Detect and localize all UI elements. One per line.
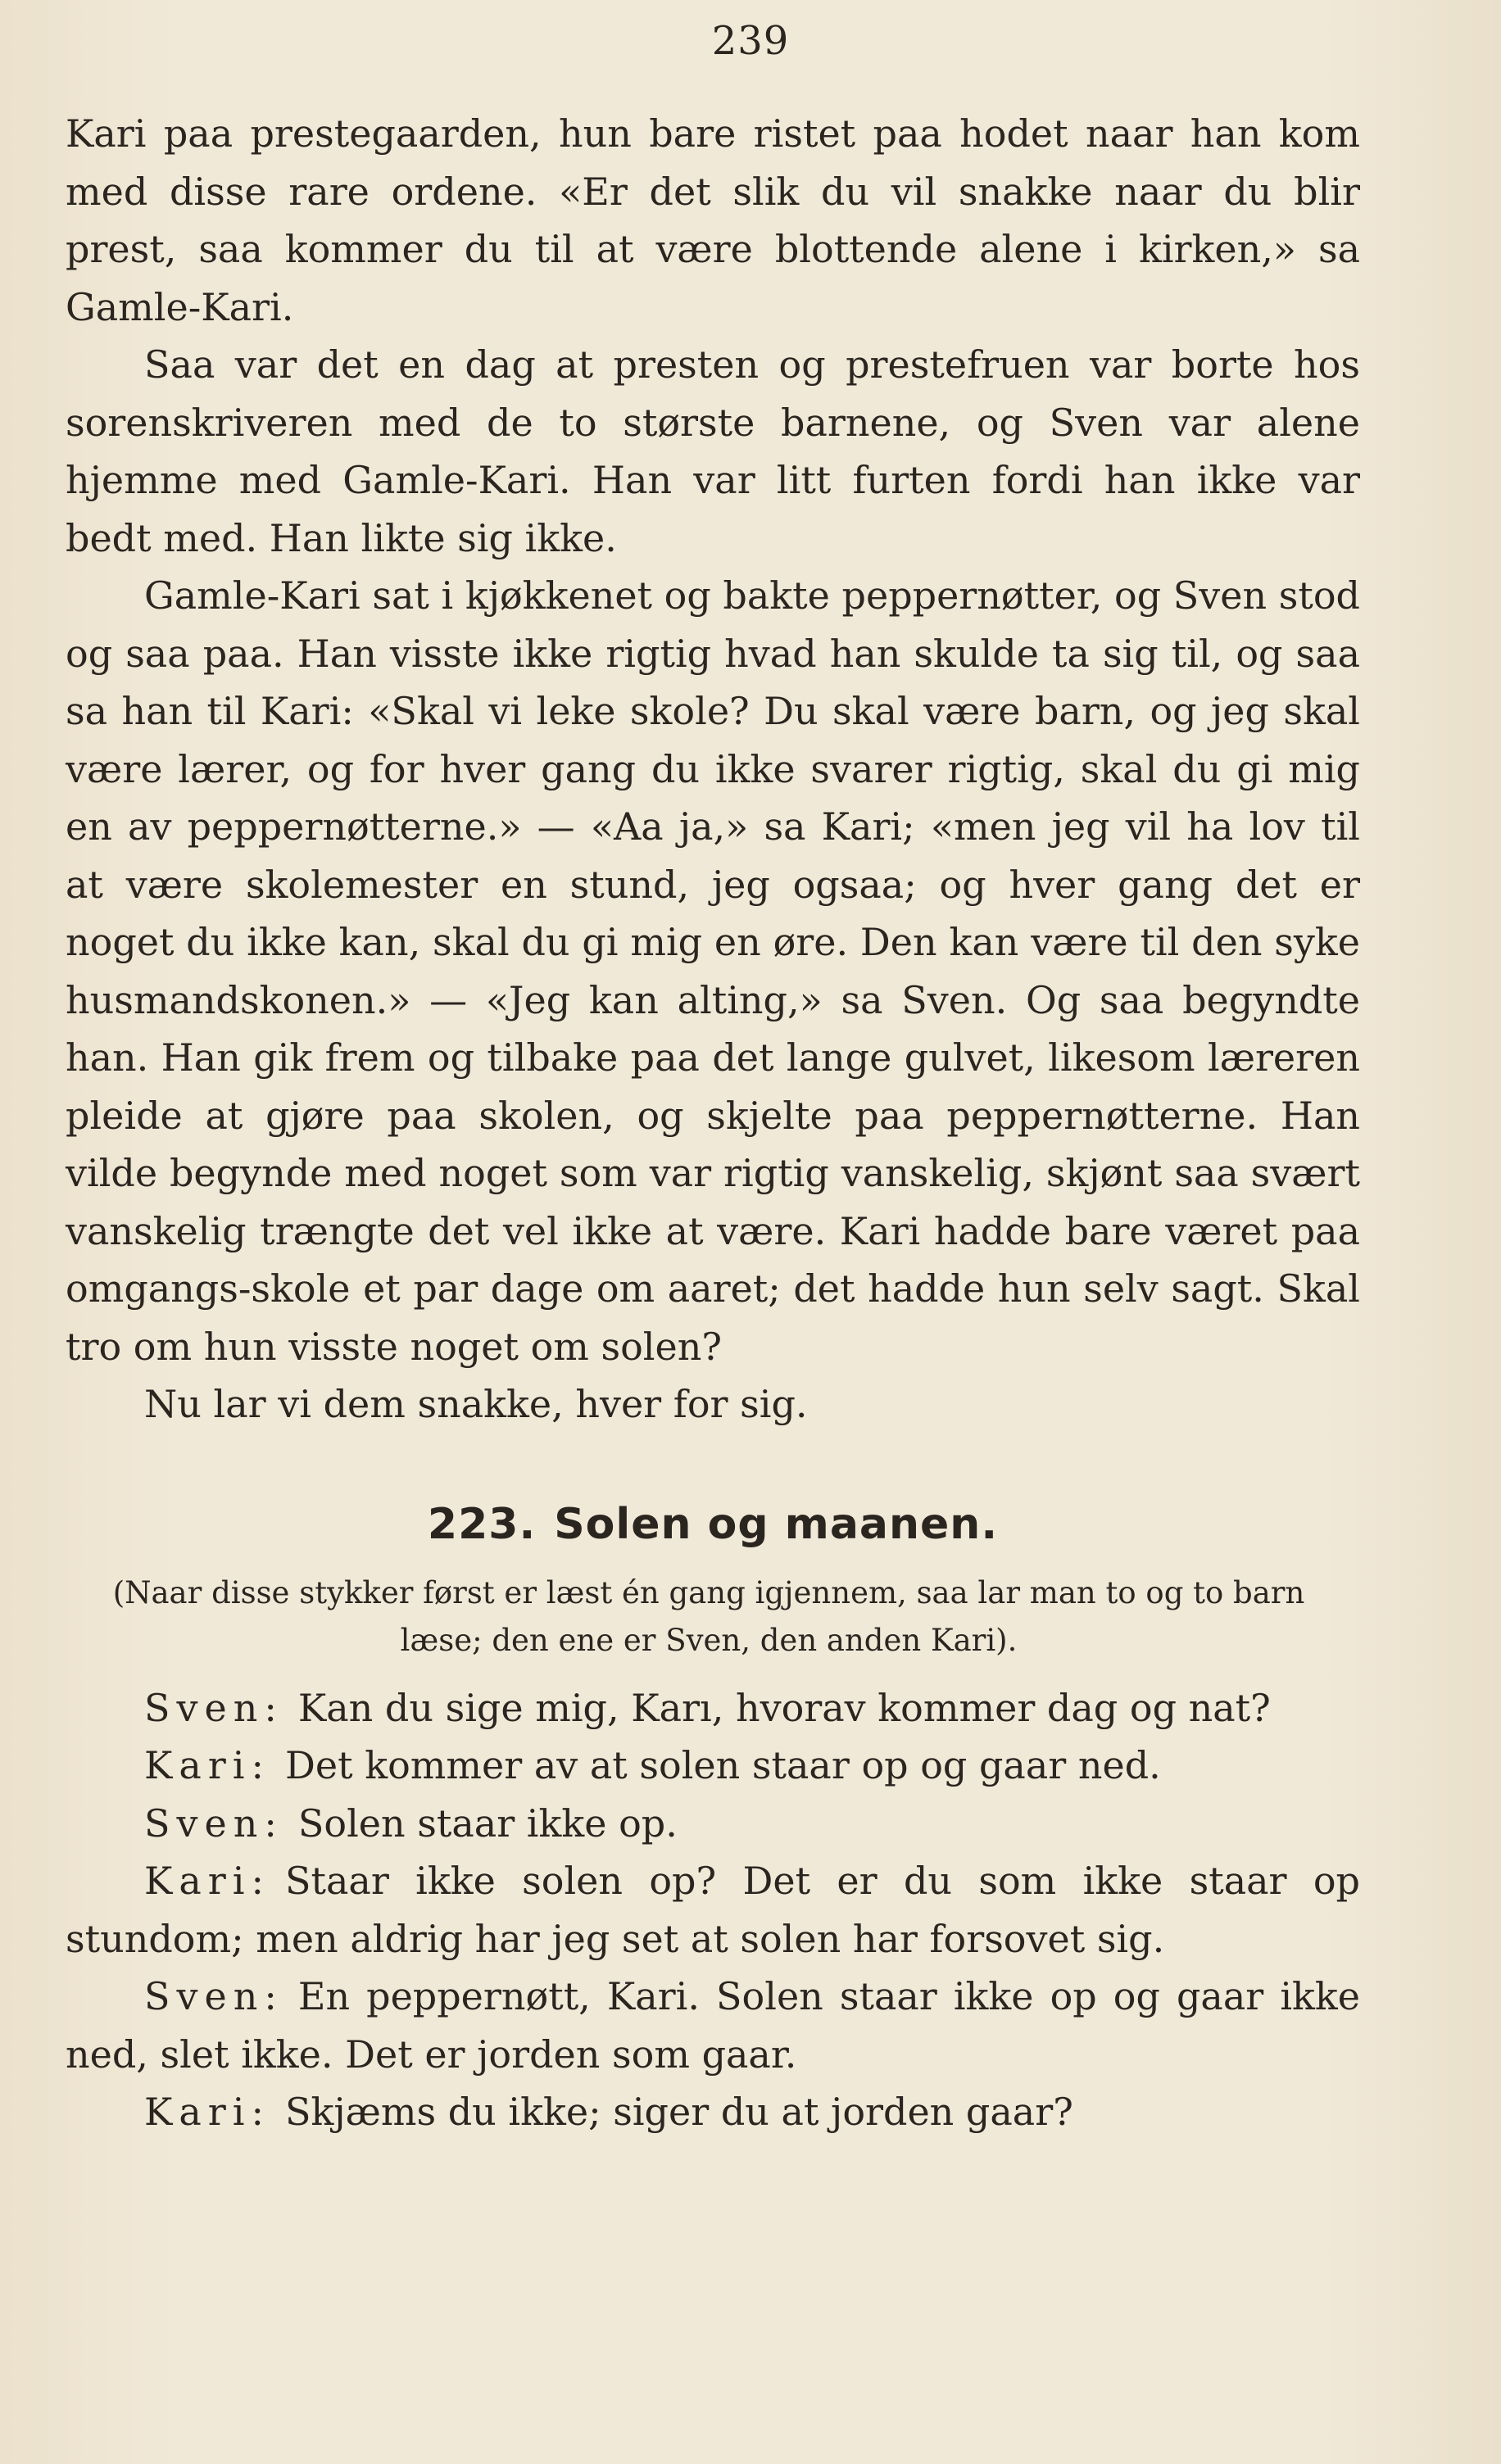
dialogue-line — [66, 1795, 1360, 1853]
speaker-name: Kari: — [144, 1743, 270, 1787]
section-number: 223. — [427, 1499, 537, 1549]
dialogue-text: Skjæms du ikke; siger du at jorden gaar? — [285, 2090, 1073, 2134]
speaker-name: Sven: — [144, 1685, 283, 1730]
dialogue-text: Solen staar ikke op. — [297, 1800, 678, 1846]
dialogue-line — [66, 1968, 1360, 2083]
dialogue-text: Kan du sige mig, Karı, hvorav kommer dag og nat? — [297, 1685, 1271, 1730]
speaker-name: Sven: — [144, 1974, 283, 2018]
dialogue-line — [66, 1737, 1360, 1795]
dialogue-line — [66, 1852, 1360, 1968]
speaker-name: Kari: — [144, 1859, 270, 1903]
dialogue-text: En peppernøtt, Kari. Solen staar ikke op og gaar ikke ned, slet ikke. Det er jorden som gaar. — [66, 1974, 1360, 2077]
dialogue-line — [66, 2083, 1360, 2141]
dialogue-text: Staar ikke solen op? Det er du som ikke staar op stundom; men aldrig har jeg set at solen har forsovet sig. — [66, 1859, 1360, 1961]
paragraph: Kari paa prestegaarden, hun bare ristet paa hodet naar han kom med disse rare ordene. «Er det slik du vil snakke naar du blir prest, saa kommer du til at være blottende alene i kirken,» sa Gamle-Kari. — [66, 111, 1360, 329]
section-note: (Naar disse stykker først er læst én gang igjennem, saa lar man to og to barn læse; den ene er Sven, den anden Kari). — [112, 1574, 1305, 1658]
dialogue — [66, 1679, 1360, 2141]
body-text — [66, 105, 1360, 2141]
speaker-name: Kari: — [144, 2090, 270, 2134]
paragraph: Nu lar vi dem snakke, hver for sig. — [144, 1382, 808, 1426]
section-heading — [66, 1497, 1360, 1551]
section-title: Solen og maanen. — [554, 1499, 999, 1549]
dialogue-line — [66, 1679, 1360, 1737]
page-number: 239 — [711, 18, 790, 64]
dialogue-text: Det kommer av at solen staar op og gaar ned. — [285, 1743, 1161, 1787]
paragraph: Saa var det en dag at presten og prestefruen var borte hos sorenskriveren med de to største barnene, og Sven var alene hjemme med Gamle-Kari. Han var litt furten fordi han ikke var bedt med. Han likte sig ikke. — [66, 342, 1360, 560]
paragraph: Gamle-Kari sat i kjøkkenet og bakte peppernøtter, og Sven stod og saa paa. Han visste ikke rigtig hvad han skulde ta sig til, og saa sa han til Kari: «Skal vi leke skole? Du skal være barn, og jeg skal være lærer, og for hver gang du ikke svarer rigtig, skal du gi mig en av peppernøtterne.» — «Aa ja,» sa Kari; «men jeg vil ha lov til at være skolemester en stund, jeg ogsaa; og hver gang det er noget du ikke kan, skal du gi mig en øre. Den kan være til den syke husmandskonen.» — «Jeg kan alting,» sa Sven. Og saa begyndte han. Han gik frem og tilbake paa det lange gulvet, likesom læreren pleide at gjøre paa skolen, og skjelte paa peppernøtterne. Han vilde begynde med noget som var rigtig vanskelig, skjønt saa svært vanskelig trængte det vel ikke at være. Kari hadde bare været paa omgangs-skole et par dage om aaret; det hadde hun selv sagt. Skal tro om hun visste noget om solen? — [66, 573, 1360, 1369]
speaker-name: Sven: — [144, 1800, 283, 1846]
